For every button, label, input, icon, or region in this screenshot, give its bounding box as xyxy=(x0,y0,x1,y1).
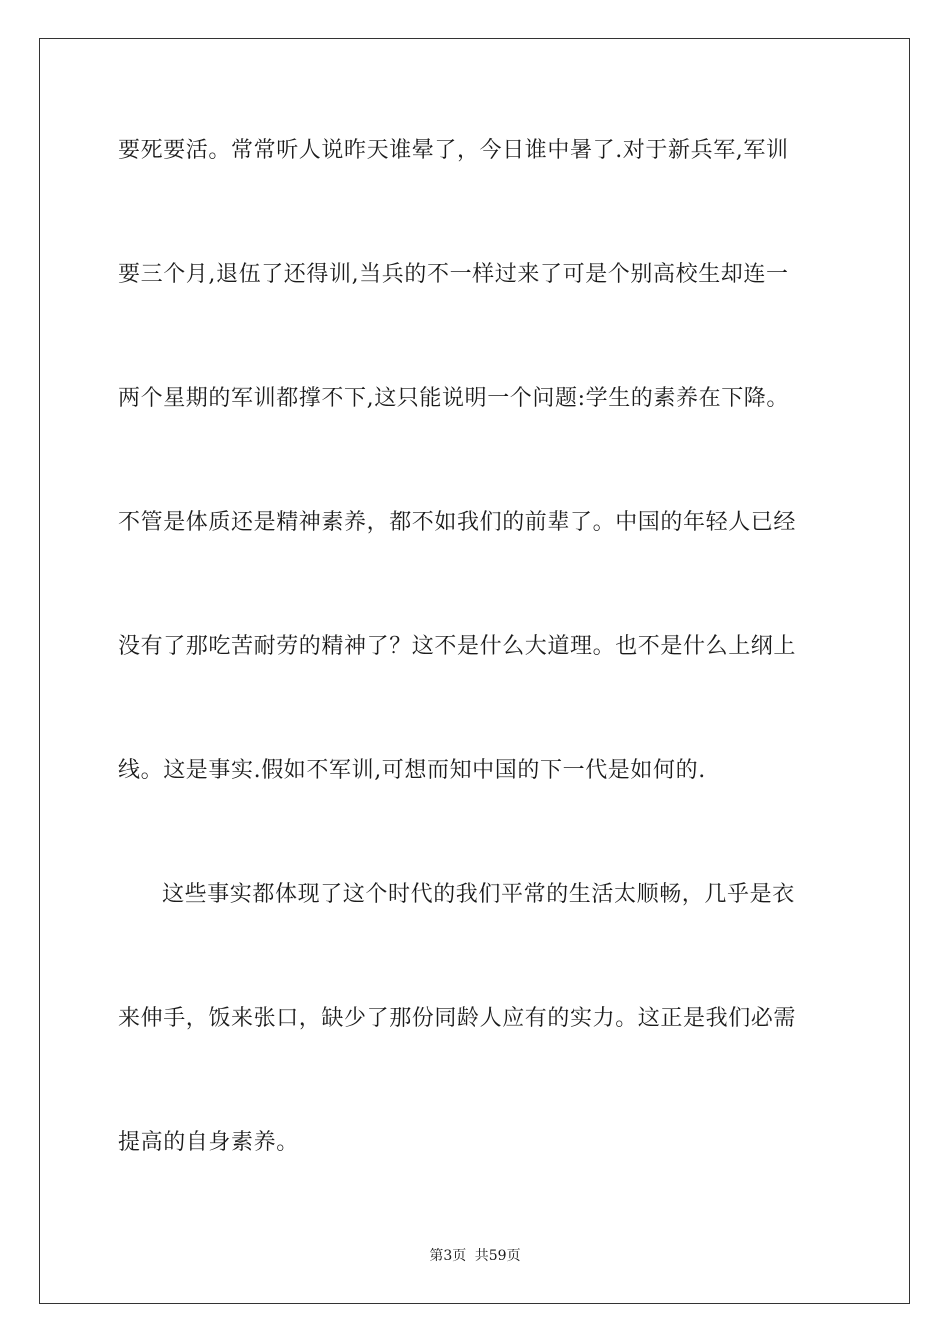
paragraph-line: 线。这是事实.假如不军训,可想而知中国的下一代是如何的. xyxy=(118,758,706,783)
page-total: 共59页 xyxy=(474,1248,521,1264)
paragraph-line: 没有了那吃苦耐劳的精神了？这不是什么大道理。也不是什么上纲上 xyxy=(118,634,797,659)
paragraph-line: 不管是体质还是精神素养，都不如我们的前辈了。中国的年轻人已经 xyxy=(118,510,797,535)
paragraph-line: 来伸手，饭来张口，缺少了那份同龄人应有的实力。这正是我们必需 xyxy=(118,1006,797,1031)
page-footer xyxy=(0,1247,950,1265)
page-number: 第3页 xyxy=(429,1248,467,1264)
paragraph-line: 这些事实都体现了这个时代的我们平常的生活太顺畅，几乎是衣 xyxy=(162,882,795,907)
paragraph-line: 提高的自身素养。 xyxy=(118,1130,299,1155)
paragraph-line: 两个星期的军训都撑不下,这只能说明一个问题:学生的素养在下降。 xyxy=(118,386,790,411)
paragraph-line: 要死要活。常常听人说昨天谁晕了，今日谁中暑了.对于新兵军,军训 xyxy=(118,138,789,163)
paragraph-line: 要三个月,退伍了还得训,当兵的不一样过来了可是个别高校生却连一 xyxy=(118,262,789,287)
page-border xyxy=(39,38,910,1304)
